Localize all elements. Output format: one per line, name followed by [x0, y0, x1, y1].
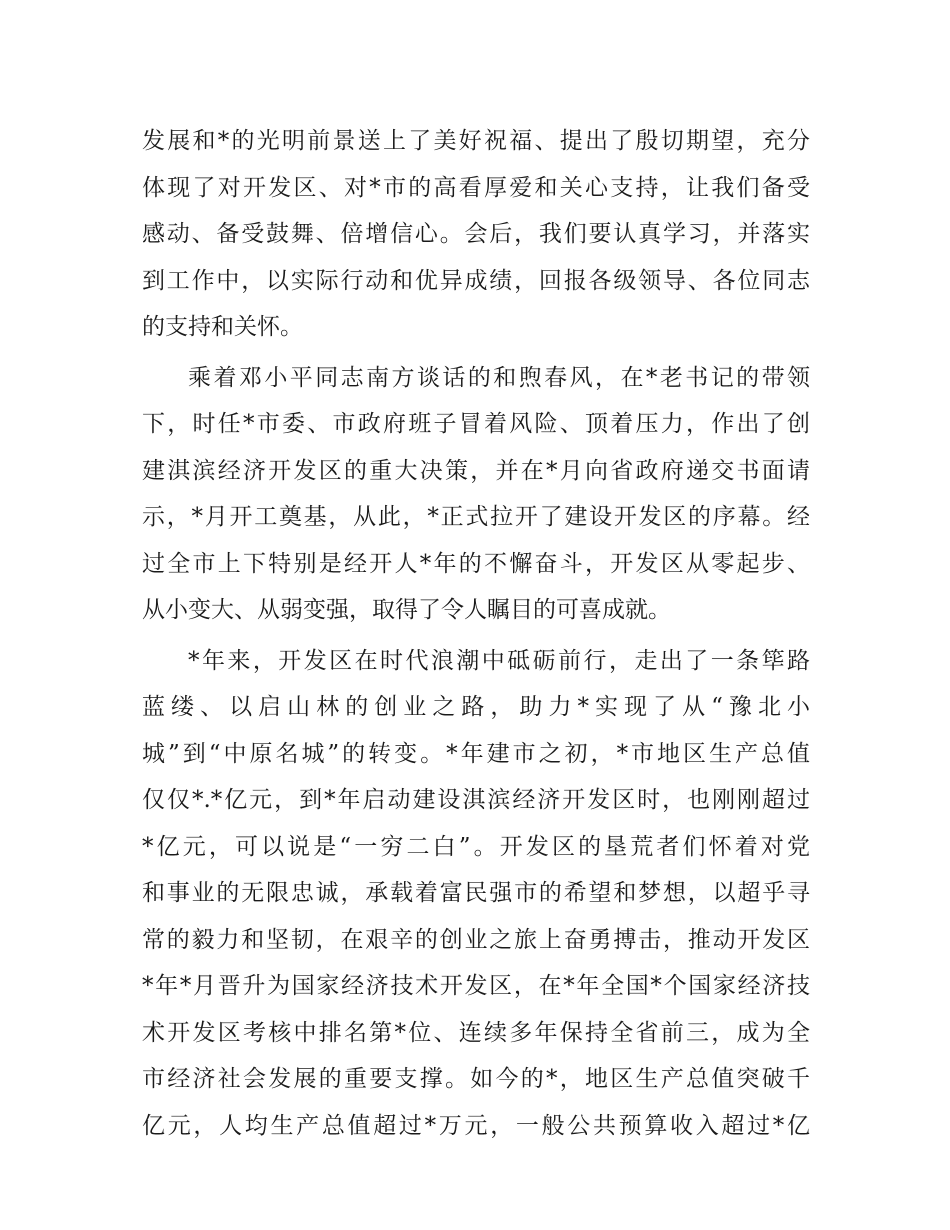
text-line: 到工作中，以实际行动和优异成绩，回报各级领导、各位同志	[142, 267, 810, 294]
paragraph	[142, 638, 810, 1150]
document-page	[142, 118, 810, 1149]
text-line: 蓝缕、以启山林的创业之路，助力*实现了从“豫北小	[142, 694, 810, 720]
text-line: 建淇滨经济开发区的重大决策，并在*月向省政府递交书面请	[142, 457, 810, 484]
text-line: 体现了对开发区、对*市的高看厚爱和关心支持，让我们备受	[142, 174, 810, 201]
document-body	[142, 118, 810, 1149]
text-line: 城”到“中原名城”的转变。*年建市之初，*市地区生产总值	[142, 740, 810, 767]
text-line: 和事业的无限忠诚，承载着富民强市的希望和梦想，以超乎寻	[142, 880, 810, 906]
text-line: 常的毅力和坚韧，在艰辛的创业之旅上奋勇搏击，推动开发区	[142, 926, 810, 953]
text-line: 发展和*的光明前景送上了美好祝福、提出了殷切期望，充分	[142, 128, 810, 154]
text-line: 乘着邓小平同志南方谈话的和煦春风，在*老书记的带领	[188, 364, 810, 391]
text-line: *亿元，可以说是“一穷二白”。开发区的垦荒者们怀着对党	[142, 833, 810, 860]
text-line: 市经济社会发展的重要支撑。如今的*，地区生产总值突破千	[142, 1066, 810, 1092]
text-line: 从小变大、从弱变强，取得了令人瞩目的可喜成就。	[142, 597, 671, 623]
text-line: 过全市上下特别是经开人*年的不懈奋斗，开发区从零起步、	[142, 550, 810, 577]
text-line: *年*月晋升为国家经济技术开发区，在*年全国*个国家经济技	[142, 973, 810, 999]
text-line: 的支持和关怀。	[142, 314, 303, 340]
text-line: 亿元，人均生产总值超过*万元，一般公共预算收入超过*亿	[142, 1112, 810, 1139]
paragraph	[142, 118, 810, 351]
text-line: 术开发区考核中排名第*位、连续多年保持全省前三，成为全	[142, 1019, 810, 1046]
paragraph	[142, 355, 810, 634]
text-line: 下，时任*市委、市政府班子冒着风险、顶着压力，作出了创	[142, 411, 810, 437]
text-line: *年来，开发区在时代浪潮中砥砺前行，走出了一条筚路	[188, 647, 810, 674]
text-line: 感动、备受鼓舞、倍增信心。会后，我们要认真学习，并落实	[142, 221, 810, 247]
text-line: 仅仅*.*亿元，到*年启动建设淇滨经济开发区时，也刚刚超过	[142, 787, 810, 813]
text-line: 示，*月开工奠基，从此，*正式拉开了建设开发区的序幕。经	[142, 504, 810, 530]
